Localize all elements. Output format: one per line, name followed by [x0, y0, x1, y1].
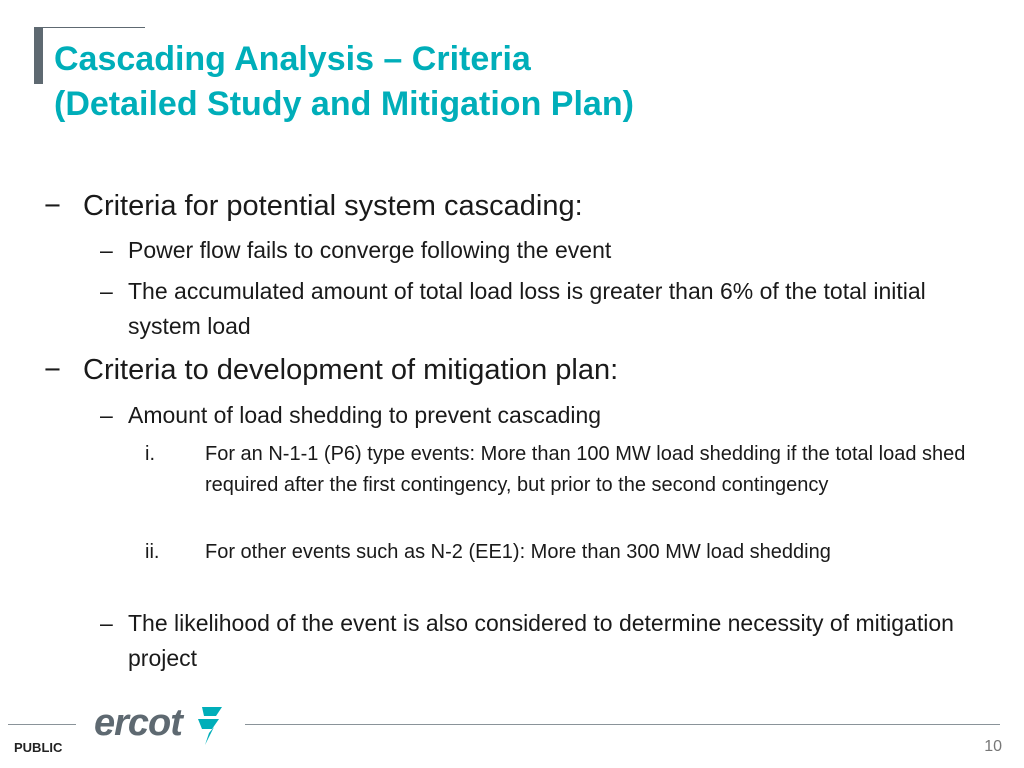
- bullet-marker: −: [44, 190, 61, 222]
- bullet-marker: −: [44, 354, 61, 386]
- bullet-marker: –: [100, 610, 113, 636]
- classification-label: PUBLIC: [14, 740, 63, 755]
- bullet-text: Amount of load shedding to prevent cascading: [128, 402, 602, 428]
- bullet-marker: ii.: [145, 541, 160, 563]
- bullet-text: Criteria for potential system cascading:: [83, 190, 583, 222]
- page-number: 10: [984, 738, 1002, 755]
- bullet-text: For an N-1-1 (P6) type events: More than 100 MW load shedding if the total load shed required after the first contingency, but prior to the second contingency: [205, 443, 966, 496]
- bullet-marker: –: [100, 402, 113, 428]
- bullet-marker: –: [100, 237, 113, 263]
- bullet-marker: –: [100, 278, 113, 304]
- bullet-text: The likelihood of the event is also considered to determine necessity of mitigation project: [128, 610, 954, 671]
- slide-title-line-2: (Detailed Study and Mitigation Plan): [54, 85, 634, 123]
- ercot-bolt-logo-icon: [192, 703, 226, 747]
- title-accent-line: [43, 27, 145, 28]
- bullet-text: The accumulated amount of total load loss is greater than 6% of the total initial system load: [128, 278, 926, 339]
- ercot-logo: [94, 701, 234, 747]
- title-accent-bar: [34, 27, 43, 84]
- footer-rule-left: [8, 724, 76, 725]
- bullet-marker: i.: [145, 443, 155, 465]
- slide-title-line-1: Cascading Analysis – Criteria: [54, 40, 531, 78]
- bullet-text: Power flow fails to converge following the event: [128, 237, 612, 263]
- bullet-text: Criteria to development of mitigation plan:: [83, 354, 619, 386]
- slide-title: [54, 37, 634, 127]
- bullet-text: For other events such as N-2 (EE1): More than 300 MW load shedding: [205, 541, 831, 563]
- logo-wordmark: ercot: [94, 702, 182, 744]
- footer-rule-right: [245, 724, 1000, 725]
